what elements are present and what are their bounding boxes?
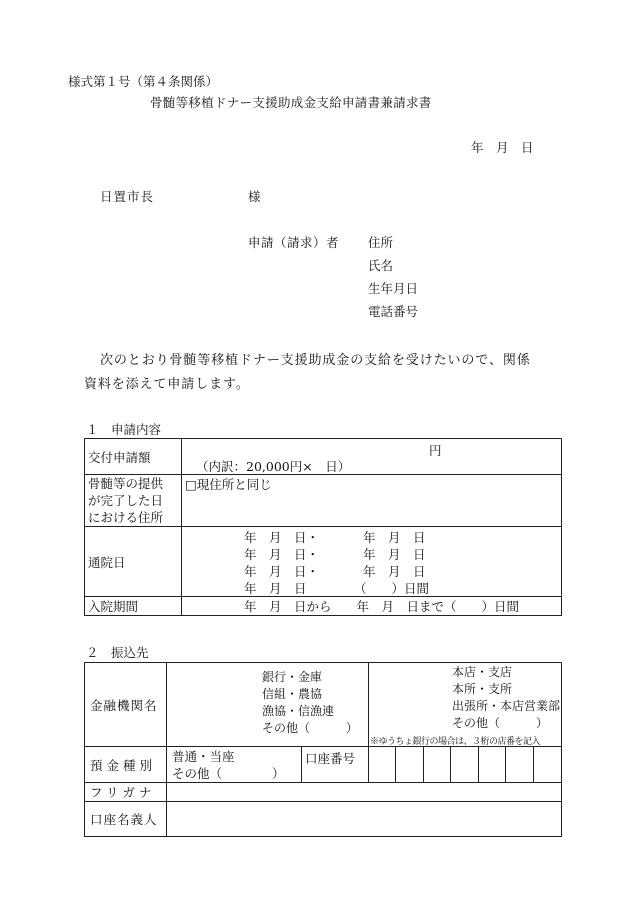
branch-type-3[interactable]: 出張所・本店営業部 [452,699,561,713]
branch-type-cell[interactable] [369,663,562,747]
hospital-row [85,597,562,616]
account-number-label: 口座番号 [302,747,369,783]
visit-date-2-left[interactable]: 年 月 日・ [244,547,320,562]
date-line[interactable]: 年 月 日 [471,140,534,155]
intro-line-2: 資料を添えて申請します。 [84,377,250,392]
yucho-note: ※ゆうちょ銀行の場合は、３桁の店番を記入 [370,737,541,747]
intro-line-1: 次のとおり骨髄等移植ドナー支援助成金の支給を受けたいので、関係 [100,353,531,368]
address-label-line-1: 骨髄等の提供 [88,476,164,491]
hospital-label: 入院期間 [85,597,182,616]
addressee: 日置市長 [100,189,155,204]
deposit-label: 預金種別 [85,747,167,783]
account-digit-5[interactable] [479,747,506,783]
furigana-row [85,783,562,802]
address-label-line-2: が完了した日 [88,493,164,508]
bank-type-3[interactable]: 漁協・信漁連 [262,704,335,718]
applicant-name-label[interactable]: 氏名 [368,258,394,273]
applicant-phone-label[interactable]: 電話番号 [368,304,419,319]
section2-heading: ２ 振込先 [86,645,149,660]
visit-date-1-right[interactable]: 年 月 日 [363,530,426,545]
account-digit-6[interactable] [506,747,534,783]
account-digit-2[interactable] [396,747,424,783]
bank-table [84,662,562,783]
hospital-period[interactable]: 年 月 日から 年 月 日まで（ ）日間 [182,597,562,616]
amount-unit: 円 [429,443,442,458]
honorific: 様 [248,189,261,204]
account-digit-7[interactable] [534,747,562,783]
same-address-checkbox[interactable]: □現住所と同じ [185,477,272,492]
account-digit-4[interactable] [451,747,479,783]
deposit-type-cell[interactable] [167,747,302,783]
application-table [84,438,562,616]
visit-cell[interactable] [182,527,562,597]
furigana-label: フリガナ [85,783,167,802]
form-number: 様式第１号（第４条関係） [68,74,219,89]
applicant-label: 申請（請求）者 [248,235,340,250]
address-row [85,475,562,527]
holder-table [84,782,562,837]
holder-field[interactable] [167,802,562,837]
holder-row [85,802,562,837]
branch-type-2[interactable]: 本所・支所 [452,682,513,696]
section1-heading: １ 申請内容 [86,422,162,437]
amount-label: 交付申請額 [85,439,182,475]
holder-label: 口座名義人 [85,802,167,837]
visit-days-count[interactable]: （ ）日間 [354,581,430,596]
account-digit-3[interactable] [424,747,451,783]
visit-date-4-left[interactable]: 年 月 日 [244,581,307,596]
address-cell[interactable] [182,475,562,527]
applicant-address-label[interactable]: 住所 [368,235,394,250]
address-label-line-3: における住所 [88,510,164,525]
deposit-row [85,747,562,783]
address-label [85,475,182,527]
branch-type-4[interactable]: その他（ ） [452,716,549,730]
bank-row [85,663,562,747]
applicant-birthdate-label[interactable]: 生年月日 [368,281,419,296]
deposit-type-2[interactable]: その他（ ） [172,766,285,781]
bank-type-cell[interactable] [167,663,369,747]
visit-date-1-left[interactable]: 年 月 日・ [244,530,320,545]
bank-type-4[interactable]: その他（ ） [262,721,359,735]
visit-date-3-right[interactable]: 年 月 日 [363,564,426,579]
amount-cell[interactable] [182,439,562,475]
visit-label: 通院日 [85,527,182,597]
visit-date-2-right[interactable]: 年 月 日 [363,547,426,562]
amount-breakdown: （内訳：20,000円× 日） [196,459,351,474]
deposit-type-1[interactable]: 普通・当座 [172,749,235,764]
amount-row [85,439,562,475]
furigana-field[interactable] [167,783,562,802]
branch-type-1[interactable]: 本店・支店 [452,665,513,679]
visit-row [85,527,562,597]
bank-label: 金融機関名 [85,663,167,747]
bank-type-2[interactable]: 信組・農協 [262,687,323,701]
account-digit-1[interactable] [369,747,396,783]
visit-date-3-left[interactable]: 年 月 日・ [244,564,320,579]
document-title: 骨髄等移植ドナー支援助成金支給申請書兼請求書 [150,95,432,110]
bank-type-1[interactable]: 銀行・金庫 [262,670,323,684]
